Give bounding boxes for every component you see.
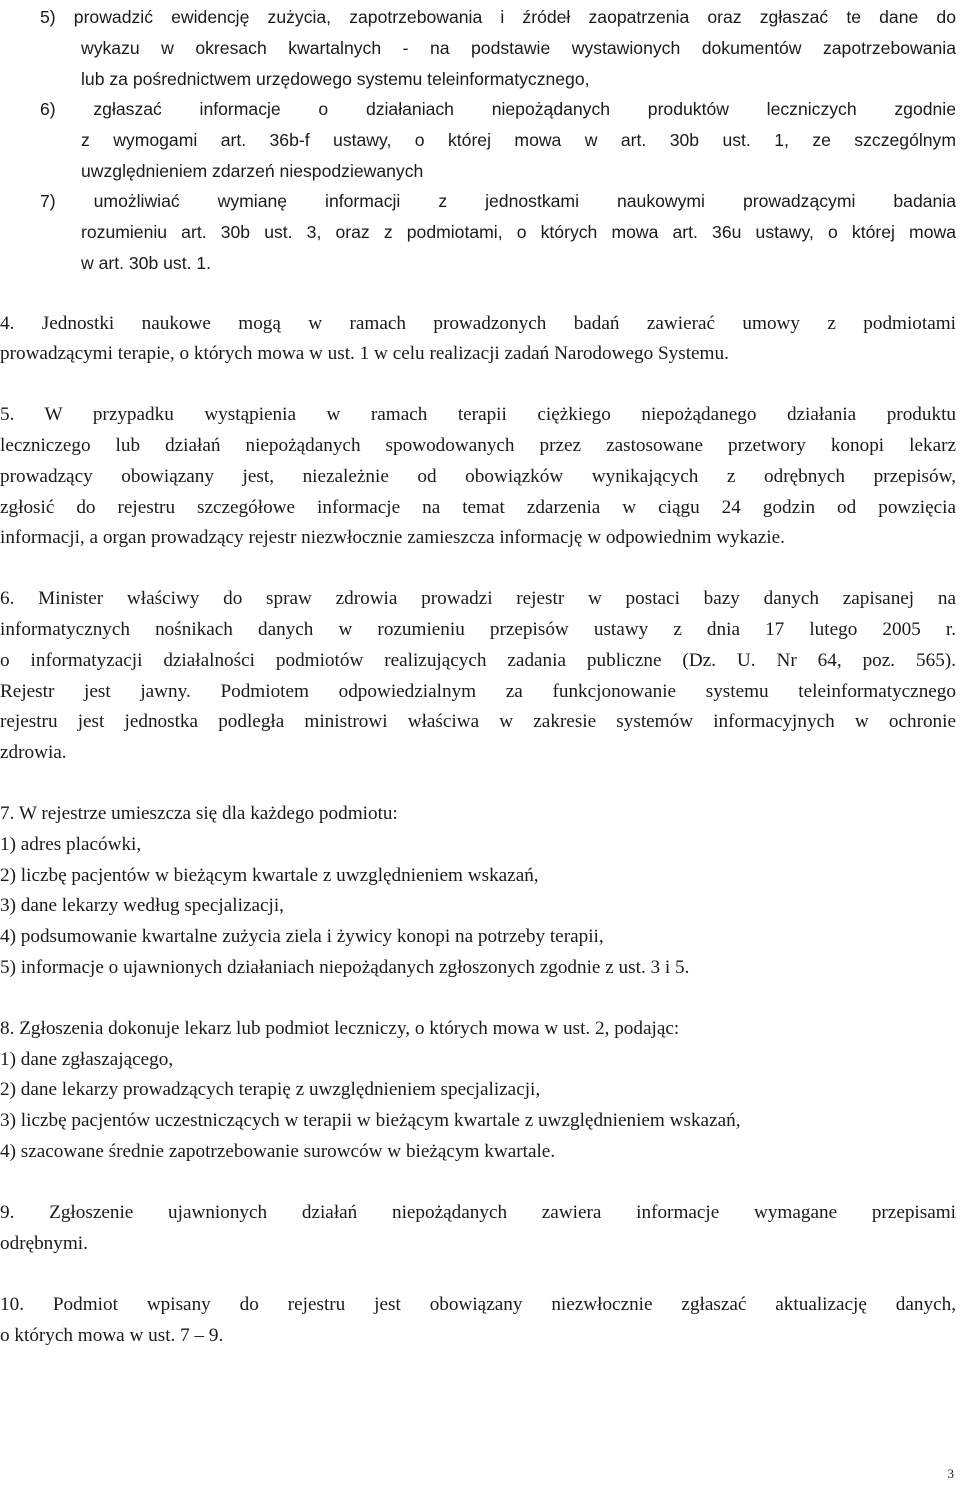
paragraph-line: leczniczego lub działań niepożądanych spowodowanych przez zastosowane przetwory konopi lekarz [0, 435, 956, 456]
list-line: rozumieniu art. 30b ust. 3, oraz z podmiotami, o których mowa art. 36u ustawy, o której mowa [81, 222, 956, 242]
paragraph-line: zgłosić do rejestru szczegółowe informacje na temat zdarzenia w ciągu 24 godzin od powzięcia [0, 497, 956, 518]
paragraph-line: 6. Minister właściwy do spraw zdrowia prowadzi rejestr w postaci bazy danych zapisanej na [0, 588, 956, 609]
paragraph-line: 2) dane lekarzy prowadzących terapię z uwzględnieniem specjalizacji, [0, 1079, 541, 1100]
paragraph-line: rejestru jest jednostka podległa ministrowi właściwa w zakresie systemów informacyjnych w ochronie [0, 711, 956, 732]
paragraph-line: informatycznych nośnikach danych w rozumieniu przepisów ustawy z dnia 17 lutego 2005 r. [0, 619, 956, 640]
paragraph-line: 4. Jednostki naukowe mogą w ramach prowadzonych badań zawierać umowy z podmiotami [0, 313, 956, 334]
paragraph-line: 3) dane lekarzy według specjalizacji, [0, 895, 284, 916]
list-line: 6) zgłaszać informacje o działaniach niepożądanych produktów leczniczych zgodnie [40, 99, 956, 119]
paragraph-line: 5. W przypadku wystąpienia w ramach terapii ciężkiego niepożądanego działania produktu [0, 404, 956, 425]
list-line: w art. 30b ust. 1. [81, 253, 212, 273]
paragraph-line: 4) podsumowanie kwartalne zużycia ziela i żywicy konopi na potrzeby terapii, [0, 926, 604, 947]
list-line: 7) umożliwiać wymianę informacji z jednostkami naukowymi prowadzącymi badania [40, 191, 956, 211]
list-line: wykazu w okresach kwartalnych - na podstawie wystawionych dokumentów zapotrzebowania [81, 38, 956, 58]
paragraph-line: informacji, a organ prowadzący rejestr niezwłocznie zamieszcza informację w odpowiednim wykazie. [0, 527, 785, 548]
list-line: z wymogami art. 36b-f ustawy, o której mowa w art. 30b ust. 1, ze szczególnym [81, 130, 956, 150]
paragraph-line: 10. Podmiot wpisany do rejestru jest obowiązany niezwłocznie zgłaszać aktualizację danych, [0, 1294, 956, 1315]
paragraph-line: prowadzący obowiązany jest, niezależnie od obowiązków wynikających z odrębnych przepisów, [0, 466, 956, 487]
paragraph-line: 9. Zgłoszenie ujawnionych działań niepożądanych zawiera informacje wymagane przepisami [0, 1202, 956, 1223]
paragraph-line: o których mowa w ust. 7 – 9. [0, 1325, 224, 1346]
paragraph-line: 3) liczbę pacjentów uczestniczących w terapii w bieżącym kwartale z uwzględnieniem wskazań, [0, 1110, 741, 1131]
paragraph-line: prowadzącymi terapie, o których mowa w ust. 1 w celu realizacji zadań Narodowego Systemu. [0, 343, 729, 364]
paragraph-line: 2) liczbę pacjentów w bieżącym kwartale z uwzględnieniem wskazań, [0, 865, 539, 886]
list-line: 5) prowadzić ewidencję zużycia, zapotrzebowania i źródeł zaopatrzenia oraz zgłaszać te dane do [40, 7, 956, 27]
list-line: lub za pośrednictwem urzędowego systemu teleinformatycznego, [81, 69, 590, 89]
paragraph-line: zdrowia. [0, 742, 67, 763]
paragraph-line: 1) adres placówki, [0, 834, 142, 855]
paragraph-line: Rejestr jest jawny. Podmiotem odpowiedzialnym za funkcjonowanie systemu teleinformatycznego [0, 681, 956, 702]
paragraph-line: 8. Zgłoszenia dokonuje lekarz lub podmiot leczniczy, o których mowa w ust. 2, podając: [0, 1018, 680, 1039]
paragraph-line: 4) szacowane średnie zapotrzebowanie surowców w bieżącym kwartale. [0, 1141, 556, 1162]
page-number: 3 [947, 1466, 954, 1481]
paragraph-line: o informatyzacji działalności podmiotów realizujących zadania publiczne (Dz. U. Nr 64, poz. 565). [0, 650, 956, 671]
paragraph-line: 1) dane zgłaszającego, [0, 1049, 174, 1070]
list-line: uwzględnieniem zdarzeń niespodziewanych [81, 161, 424, 181]
paragraph-line: 5) informacje o ujawnionych działaniach niepożądanych zgłoszonych zgodnie z ust. 3 i 5. [0, 957, 690, 978]
paragraph-line: 7. W rejestrze umieszcza się dla każdego podmiotu: [0, 803, 398, 824]
paragraph-line: odrębnymi. [0, 1233, 88, 1254]
